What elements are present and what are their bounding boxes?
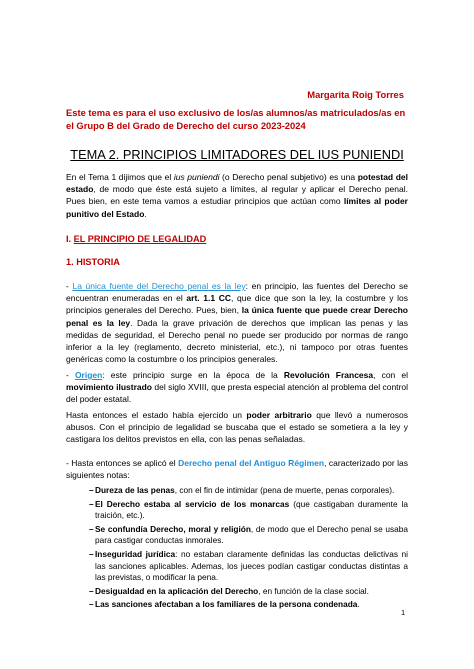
intro-paragraph: En el Tema 1 dijimos que el ius puniendi (o Derecho penal subjetivo) es una potestad del estado, de modo que éste está sujeto a límites, al regular y aplicar el Derecho penal. Pues bien, en este tema vamos a estudiar principios que actúan como límites al poder punitivo del Estado.	[66, 172, 408, 219]
paragraph-antiguo-regimen: - Hasta entonces se aplicó el Derecho penal del Antiguo Régimen, caracterizado por las siguientes notas:	[66, 458, 409, 481]
list-item: – Desigualdad en la aplicación del Derecho, en función de la clase social.	[89, 585, 369, 596]
paragraph-poder-arbitrario: Hasta entonces el estado había ejercido un poder arbitrario que llevó a numerosos abusos. Con el principio de legalidad se buscaba que el estado se sometiera a la ley y castigara los delitos previstos en ella, con las penas señaladas.	[66, 410, 408, 445]
list-item: – Las sanciones afectaban a los familiares de la persona condenada.	[89, 599, 360, 610]
list-item: – Inseguridad jurídica: no estaban claramente definidas las conductas delictivas ni las sanciones aplicables. Ademas, los jueces podían castigar conductas distintas a las previstas, o modificar la pena.	[89, 548, 408, 583]
page-number: 1	[401, 608, 406, 617]
author-name: Margarita Roig Torres	[307, 89, 404, 100]
bullet-list	[66, 485, 408, 611]
paragraph-origen: - Origen: este principio surge en la época de la Revolución Francesa, con el movimiento ilustrado del siglo XVIII, que presta especial atención al problema del control del poder estatal.	[66, 370, 409, 405]
paragraph-fuente: - La única fuente del Derecho penal es la ley: en principio, las fuentes del Derecho se encuentran enumeradas en el art. 1.1 CC, que dice que son la ley, la costumbre y los principios generales del Derecho. Pues, bien, la única fuente que puede crear Derecho penal es la ley. Dada la grave privación de derechos que implican las penas y las medidas de seguridad, el Derecho penal no puede ser producido por normas de rango inferior a la ley (reglamento, decreto ministerial, etc.), ni tampoco por otras fuentes genéricas como la costumbre o los principios generales.	[66, 281, 409, 365]
list-item: – Dureza de las penas, con el fin de intimidar (pena de muerte, penas corporales).	[89, 485, 395, 495]
usage-notice: Este tema es para el uso exclusivo de los/as alumnos/as matriculados/as en el Grupo B del Grado de Derecho del curso 2023-2024	[66, 107, 406, 131]
list-item: – Se confundía Derecho, moral y religión, de modo que el Derecho penal se usaba para castigar conductas inmorales.	[89, 523, 408, 546]
page-title: TEMA 2. PRINCIPIOS LIMITADORES DEL IUS PUNIENDI	[70, 147, 404, 162]
section-heading: I. EL PRINCIPIO DE LEGALIDAD	[66, 234, 207, 244]
subsection-heading: 1. HISTORIA	[66, 257, 120, 267]
list-item: – El Derecho estaba al servicio de los monarcas (que castigaban duramente la traición, etc.).	[89, 498, 408, 521]
